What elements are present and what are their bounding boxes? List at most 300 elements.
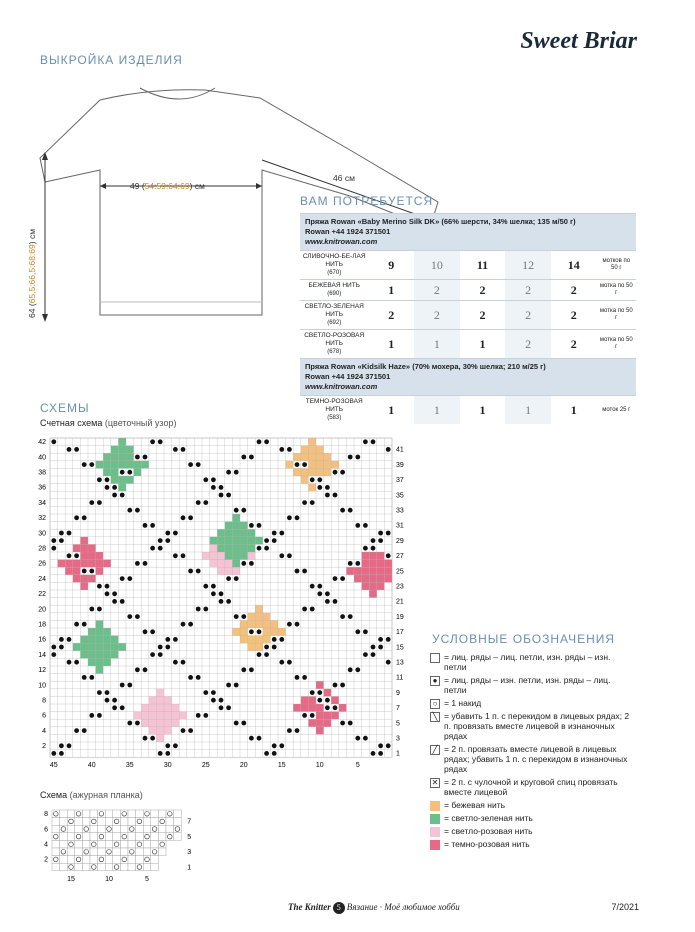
colored-stitch <box>248 544 256 552</box>
purl-stitch <box>188 622 193 627</box>
purl-stitch <box>97 607 102 612</box>
colored-stitch <box>240 552 248 560</box>
purl-stitch <box>302 713 307 718</box>
colored-stitch <box>248 537 256 545</box>
lace-cell <box>174 825 182 833</box>
purl-stitch <box>340 721 345 726</box>
purl-stitch <box>241 508 246 513</box>
lace-cell <box>98 825 106 833</box>
purl-stitch <box>112 591 117 596</box>
purl-stitch <box>363 546 368 551</box>
lace-cell <box>128 810 136 818</box>
axis-label: 35 <box>125 762 134 770</box>
axis-label: 25 <box>201 762 210 770</box>
colored-stitch <box>80 537 88 545</box>
purl-stitch <box>150 546 155 551</box>
purl-stitch <box>249 561 254 566</box>
purl-stitch <box>135 508 140 513</box>
axis-label: 8 <box>44 811 48 819</box>
purl-stitch <box>287 553 292 558</box>
purl-stitch <box>89 713 94 718</box>
purl-stitch <box>120 576 125 581</box>
purl-stitch <box>363 523 368 528</box>
lace-cell <box>67 856 75 864</box>
lace-cell <box>98 863 106 871</box>
purl-stitch <box>295 622 300 627</box>
lace-cell <box>158 818 166 826</box>
colored-stitch <box>377 582 385 590</box>
colored-stitch <box>96 666 104 674</box>
axis-label: 25 <box>396 568 404 576</box>
purl-stitch <box>371 439 376 444</box>
axis-label: 5 <box>187 833 192 841</box>
colored-stitch <box>96 628 104 636</box>
colored-stitch <box>96 552 104 560</box>
axis-label: 15 <box>277 762 286 770</box>
purl-stitch <box>181 660 186 665</box>
purl-stitch <box>127 576 132 581</box>
colored-stitch <box>369 560 377 568</box>
colored-stitch <box>103 643 111 651</box>
colored-stitch <box>103 560 111 568</box>
colored-stitch <box>210 552 218 560</box>
lace-cell <box>166 825 174 833</box>
purl-stitch <box>378 538 383 543</box>
axis-label: 18 <box>38 621 46 629</box>
purl-stitch <box>120 683 125 688</box>
purl-stitch <box>59 637 64 642</box>
colored-stitch <box>316 468 324 476</box>
purl-stitch <box>287 622 292 627</box>
lace-cell <box>90 810 98 818</box>
colored-stitch <box>369 582 377 590</box>
materials-table <box>300 213 636 424</box>
colored-stitch <box>354 567 362 575</box>
colored-stitch <box>308 438 316 446</box>
purl-stitch <box>310 607 315 612</box>
quantity-cell: 2 <box>414 301 460 330</box>
colored-stitch <box>255 636 263 644</box>
purl-stitch <box>150 736 155 741</box>
colored-stitch <box>362 575 370 583</box>
axis-label: 35 <box>396 492 404 500</box>
purl-stitch <box>74 553 79 558</box>
colored-stitch <box>80 575 88 583</box>
axis-label: 5 <box>355 762 360 770</box>
lace-cell <box>113 840 121 848</box>
purl-stitch <box>348 667 353 672</box>
purl-stitch <box>74 660 79 665</box>
colored-stitch <box>210 544 218 552</box>
lace-cell <box>105 818 113 826</box>
lace-cell <box>120 840 128 848</box>
colored-stitch <box>225 522 233 530</box>
lace-cell <box>136 833 144 841</box>
colored-stitch <box>263 613 271 621</box>
colored-stitch <box>377 552 385 560</box>
colored-stitch <box>65 567 73 575</box>
purl-stitch <box>203 690 208 695</box>
axis-label: 40 <box>38 454 46 462</box>
purl-stitch <box>264 546 269 551</box>
colored-stitch <box>316 704 324 712</box>
colored-stitch <box>301 476 309 484</box>
colored-stitch <box>384 567 392 575</box>
purl-stitch <box>272 538 277 543</box>
colored-stitch <box>118 461 126 469</box>
lace-cell <box>136 825 144 833</box>
lace-cell <box>143 810 151 818</box>
purl-stitch <box>287 660 292 665</box>
purl-stitch <box>51 652 56 657</box>
axis-label: 1 <box>187 864 192 872</box>
purl-stitch <box>279 447 284 452</box>
quantity-cell: 14 <box>551 251 597 280</box>
colored-stitch <box>232 522 240 530</box>
colored-stitch <box>270 620 278 628</box>
colored-stitch <box>149 704 157 712</box>
purl-stitch <box>135 455 140 460</box>
quantity-cell: 2 <box>368 301 414 330</box>
colored-stitch <box>263 620 271 628</box>
purl-stitch <box>371 546 376 551</box>
lace-cell <box>60 825 68 833</box>
axis-label: 10 <box>38 682 46 690</box>
colored-stitch <box>103 658 111 666</box>
purl-stitch <box>333 705 338 710</box>
purl-stitch <box>257 523 262 528</box>
colored-stitch <box>111 476 119 484</box>
colored-stitch <box>369 590 377 598</box>
purl-stitch <box>59 531 64 536</box>
colored-stitch <box>301 704 309 712</box>
legend-item <box>430 652 630 672</box>
colored-stitch <box>316 719 324 727</box>
purl-stitch <box>59 645 64 650</box>
purl-stitch <box>264 538 269 543</box>
purl-stitch <box>74 447 79 452</box>
colored-stitch <box>149 712 157 720</box>
lace-cell <box>98 833 106 841</box>
colored-stitch <box>96 560 104 568</box>
purl-stitch <box>120 599 125 604</box>
lace-cell <box>158 848 166 856</box>
quantity-cell: 2 <box>460 301 506 330</box>
lace-cell <box>113 833 121 841</box>
colored-stitch <box>263 636 271 644</box>
brand-title: Sweet Briar <box>520 28 637 54</box>
legend <box>430 652 630 852</box>
purl-stitch <box>74 515 79 520</box>
purl-stitch <box>386 637 391 642</box>
lace-cell <box>90 825 98 833</box>
quantity-cell: 11 <box>460 251 506 280</box>
purl-stitch <box>143 736 148 741</box>
lace-cell <box>128 833 136 841</box>
purl-stitch <box>105 690 110 695</box>
legend-text: = бежевая нить <box>444 800 506 810</box>
purl-stitch <box>89 569 94 574</box>
purl-stitch <box>82 675 87 680</box>
colored-stitch <box>232 628 240 636</box>
lace-cell <box>105 863 113 871</box>
lace-cell <box>105 825 113 833</box>
purl-stitch <box>97 713 102 718</box>
purl-stitch <box>325 493 330 498</box>
purl-stitch <box>165 637 170 642</box>
yarn-row <box>300 396 636 425</box>
purl-stitch <box>105 591 110 596</box>
colored-stitch <box>73 560 81 568</box>
colored-stitch <box>96 658 104 666</box>
purl-stitch <box>211 477 216 482</box>
colored-stitch <box>248 613 256 621</box>
lace-cell <box>75 818 83 826</box>
colored-stitch <box>248 620 256 628</box>
colored-stitch <box>141 461 149 469</box>
colored-stitch <box>73 575 81 583</box>
colored-stitch <box>354 575 362 583</box>
lace-cell <box>105 848 113 856</box>
colored-stitch <box>96 567 104 575</box>
axis-label: 23 <box>396 583 404 591</box>
purl-stitch <box>371 652 376 657</box>
axis-label: 20 <box>38 606 46 614</box>
lace-cell <box>105 856 113 864</box>
purl-stitch <box>348 561 353 566</box>
purl-stitch <box>196 713 201 718</box>
purl-stitch <box>105 485 110 490</box>
lace-cell <box>151 825 159 833</box>
purl-stitch <box>302 500 307 505</box>
purl-stitch <box>150 652 155 657</box>
purl-stitch <box>249 629 254 634</box>
legend-item <box>430 675 630 695</box>
purl-stitch <box>279 553 284 558</box>
purl-stitch <box>249 736 254 741</box>
axis-label: 28 <box>38 545 46 553</box>
purl-stitch <box>120 470 125 475</box>
colored-stitch <box>80 552 88 560</box>
axis-label: 32 <box>38 515 46 523</box>
lace-cell <box>120 856 128 864</box>
colored-stitch <box>308 719 316 727</box>
colored-stitch <box>103 628 111 636</box>
lace-cell <box>158 840 166 848</box>
purl-stitch <box>241 667 246 672</box>
colored-stitch <box>255 613 263 621</box>
purl-stitch <box>363 439 368 444</box>
purl-stitch <box>97 477 102 482</box>
lace-cell <box>67 863 75 871</box>
colored-stitch <box>232 537 240 545</box>
colored-stitch <box>270 628 278 636</box>
lace-cell <box>52 863 60 871</box>
purl-stitch <box>325 591 330 596</box>
purl-stitch <box>59 751 64 756</box>
legend-text: = убавить 1 п. с перекидом в лицевых рядах; 2 п. провязать вместе лицевой в изнаночных рядах <box>444 711 630 741</box>
unit-cell: мотка по 50 г <box>597 280 636 301</box>
purl-stitch <box>173 660 178 665</box>
quantity-cell: 1 <box>505 396 551 425</box>
purl-stitch <box>317 477 322 482</box>
colored-stitch <box>88 628 96 636</box>
colored-stitch <box>217 560 225 568</box>
colored-stitch <box>255 537 263 545</box>
colored-stitch <box>80 651 88 659</box>
colored-stitch <box>232 567 240 575</box>
lace-cell <box>90 840 98 848</box>
axis-label: 41 <box>396 446 404 454</box>
legend-text: = 2 п. провязать вместе лицевой в лицевых рядах; убавить 1 п. с перекидом в изнаночных рядах <box>444 744 628 774</box>
lace-cell <box>82 825 90 833</box>
purl-stitch <box>203 607 208 612</box>
purl-stitch <box>371 645 376 650</box>
purl-stitch <box>67 553 72 558</box>
colored-stitch <box>88 636 96 644</box>
quantity-cell: 2 <box>551 330 597 359</box>
colored-stitch <box>96 643 104 651</box>
legend-symbol-icon: ● <box>430 676 440 686</box>
colored-stitch <box>111 453 119 461</box>
colored-stitch <box>225 529 233 537</box>
lace-cell <box>52 810 60 818</box>
colored-stitch <box>232 529 240 537</box>
purl-stitch <box>196 500 201 505</box>
purl-stitch <box>173 531 178 536</box>
purl-stitch <box>264 751 269 756</box>
purl-stitch <box>257 736 262 741</box>
flower-chart <box>0 430 420 780</box>
colored-stitch <box>324 461 332 469</box>
purl-stitch <box>295 728 300 733</box>
purl-stitch <box>150 523 155 528</box>
colored-stitch <box>156 719 164 727</box>
lace-cell <box>98 848 106 856</box>
purl-stitch <box>112 485 117 490</box>
purl-stitch <box>158 439 163 444</box>
purl-stitch <box>120 493 125 498</box>
colored-stitch <box>362 552 370 560</box>
purl-stitch <box>386 660 391 665</box>
colored-stitch <box>324 453 332 461</box>
quantity-cell: 2 <box>460 280 506 301</box>
colored-stitch <box>293 704 301 712</box>
purl-stitch <box>82 515 87 520</box>
colored-stitch <box>255 620 263 628</box>
quantity-cell: 2 <box>551 301 597 330</box>
purl-stitch <box>82 569 87 574</box>
colored-stitch <box>377 560 385 568</box>
quantity-cell: 1 <box>551 396 597 425</box>
quantity-cell: 1 <box>368 280 414 301</box>
purl-stitch <box>67 531 72 536</box>
chart2-label: Схема (ажурная планка) <box>40 790 143 800</box>
lace-cell <box>67 848 75 856</box>
yarn2-header: Пряжа Rowan «Kidsilk Haze» (70% мохера, 30% шелка; 210 м/25 г) Rowan +44 1924 371501 www.knitrowan.com <box>300 359 636 396</box>
lace-cell <box>120 863 128 871</box>
purl-stitch <box>317 584 322 589</box>
colored-stitch <box>88 575 96 583</box>
colored-stitch <box>88 651 96 659</box>
purl-stitch <box>112 493 117 498</box>
lace-cell <box>120 848 128 856</box>
purl-stitch <box>371 751 376 756</box>
unit-cell: мотка по 50 г <box>597 301 636 330</box>
colored-stitch <box>331 712 339 720</box>
axis-label: 4 <box>42 727 46 735</box>
colored-stitch <box>308 453 316 461</box>
quantity-cell: 2 <box>505 280 551 301</box>
sleeve-dimension: 46 см <box>333 173 355 183</box>
purl-stitch <box>105 477 110 482</box>
colored-stitch <box>156 689 164 697</box>
lace-cell <box>82 810 90 818</box>
purl-stitch <box>279 660 284 665</box>
axis-label: 2 <box>42 743 46 751</box>
purl-stitch <box>355 455 360 460</box>
purl-stitch <box>295 515 300 520</box>
purl-stitch <box>181 515 186 520</box>
purl-stitch <box>363 629 368 634</box>
purl-stitch <box>302 569 307 574</box>
purl-stitch <box>287 447 292 452</box>
quantity-cell: 1 <box>368 396 414 425</box>
purl-stitch <box>165 751 170 756</box>
purl-stitch <box>173 637 178 642</box>
axis-label: 42 <box>38 439 46 447</box>
colored-stitch <box>118 484 126 492</box>
purl-stitch <box>97 584 102 589</box>
legend-symbol-icon <box>430 801 440 811</box>
colored-stitch <box>172 712 180 720</box>
colored-stitch <box>232 544 240 552</box>
lace-cell <box>113 856 121 864</box>
colored-stitch <box>232 560 240 568</box>
axis-label: 5 <box>145 875 149 883</box>
lace-cell <box>105 833 113 841</box>
purl-stitch <box>82 622 87 627</box>
lace-cell <box>151 810 159 818</box>
colored-stitch <box>217 567 225 575</box>
lace-cell <box>67 825 75 833</box>
purl-stitch <box>279 531 284 536</box>
colored-stitch <box>73 567 81 575</box>
purl-stitch <box>158 546 163 551</box>
colored-stitch <box>111 651 119 659</box>
purl-stitch <box>127 470 132 475</box>
colored-stitch <box>88 643 96 651</box>
purl-stitch <box>325 698 330 703</box>
purl-stitch <box>203 584 208 589</box>
purl-stitch <box>219 698 224 703</box>
colored-stitch <box>240 522 248 530</box>
purl-stitch <box>272 751 277 756</box>
legend-item <box>430 744 630 774</box>
colored-stitch <box>225 544 233 552</box>
colored-stitch <box>225 567 233 575</box>
axis-label: 14 <box>38 651 46 659</box>
colored-stitch <box>210 537 218 545</box>
purl-stitch <box>348 455 353 460</box>
purl-stitch <box>165 743 170 748</box>
colored-stitch <box>225 552 233 560</box>
lace-cell <box>158 825 166 833</box>
colored-stitch <box>126 446 134 454</box>
purl-stitch <box>188 462 193 467</box>
lace-cell <box>52 833 60 841</box>
lace-cell <box>113 818 121 826</box>
